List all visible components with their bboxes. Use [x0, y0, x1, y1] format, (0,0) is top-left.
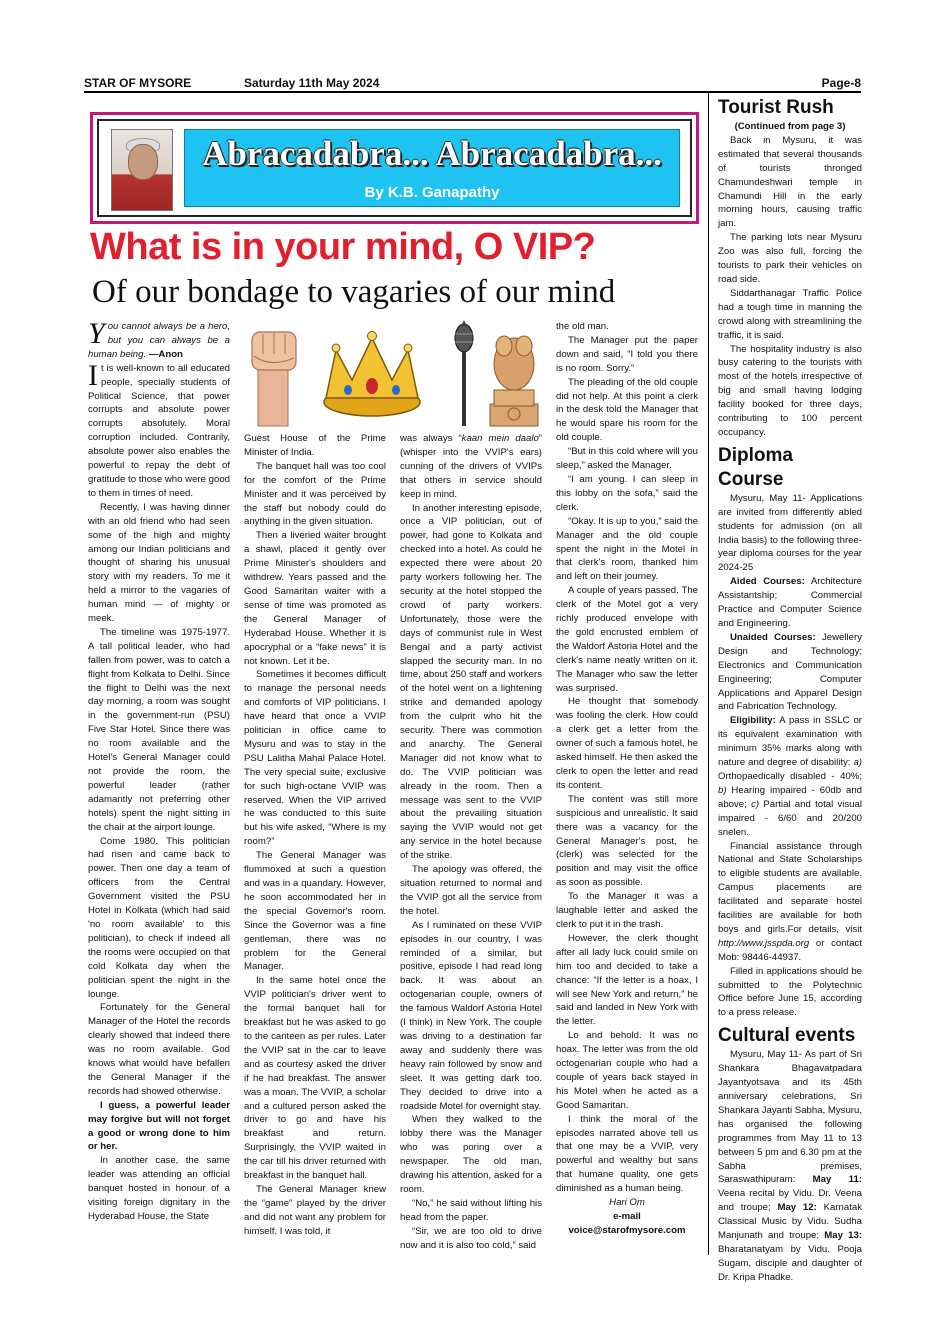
paragraph	[718, 714, 862, 839]
eligibility-label: Eligibility:	[730, 715, 776, 727]
paragraph: Mysuru, May 11- Applications are invited from differently abled students for admission (on all India basis) to the following three-year diploma courses for the year 2024-25	[718, 492, 862, 574]
paragraph	[718, 631, 862, 714]
article-column-4	[556, 320, 698, 1238]
byline: By K.B. Ganapathy	[364, 184, 500, 201]
paragraph: The Manager put the paper down and said, “I told you there is no room. Sorry.”	[556, 334, 698, 374]
paragraph: Fortunately for the General Manager of the Hotel the records clearly showed that indeed there was no room available. God knows what would have befallen the General Manager if the records had showed otherwise.	[88, 1002, 230, 1097]
cultural-events-title: Cultural events	[718, 1025, 856, 1047]
paragraph: The General Manager was flummoxed at such a question and was in a quandary. However, he soon accommodated her in the special Governor's room. Since the Governor was a fine gentleman, there was no problem for the General Manager.	[244, 850, 386, 973]
paragraph: In another case, the same leader was attending an official banquet hosted in honour of a visiting foreign dignitary in the Hyderabad House, the State	[88, 1155, 230, 1222]
signoff: Hari Om	[609, 1197, 645, 1209]
epigraph	[88, 317, 230, 362]
date-label: May 11:	[812, 1174, 862, 1186]
paragraph: “Okay. It is up to you,” said the Manager and the old couple spent the night in the Motel in that clerk's room, thanked him and left on their journey.	[556, 515, 698, 583]
paragraph	[400, 432, 542, 502]
paragraph	[718, 1048, 862, 1284]
unaided-label: Unaided Courses:	[730, 631, 816, 643]
paragraph: Come 1980. This politician had risen and came back to power. Then one day a team of officers from the Central Government visited the PSU Hotel in Kolkata (which had said 'no room available' to this politician), to check if indeed all the rooms were occupied on that cold Kolkata day when the politician spent the night in the lounge.	[88, 835, 230, 1000]
eligibility-c: Partial and total visual impaired - 6/60 and 20/200 snelen.	[718, 798, 862, 838]
paragraph: “But in this cold where will you sleep,” asked the Manager.	[556, 446, 698, 472]
date-label: May 12:	[777, 1202, 817, 1214]
paragraph: A couple of years passed. The clerk of the Motel got a very richly produced envelope with the gold encrusted emblem of the Waldorf Astoria Hotel and the clerk's name neatly written on it. The Manager who saw the letter was surprised.	[556, 585, 698, 694]
paragraph: Siddarthanagar Traffic Police had a tough time in manning the crowd along with streamlining the traffic, it is said.	[718, 287, 862, 341]
banner-frame	[97, 119, 692, 217]
text-span: Mysuru, May 11- As part of Sri Shankara Bhagavatpadara Jayantyotsava and its 45th anniversary celebrations, Sri Shankara Jayanti Sabha, Mysuru, has organised the following programmes from May 11 to 13 between 5 pm and 6.30 pm at the Sabha premises, Saraswathipuram:	[718, 1049, 862, 1186]
subheadline: Of our bondage to vagaries of our mind	[92, 274, 616, 310]
paragraph: Recently, I was having dinner with an old friend who had seen some of the high and mighty among our Indian politicians and thought of sharing his unusual story with my readers. To me it held a mirror to the vagaries of human mind — of mighty or meek.	[88, 501, 230, 625]
text-span: ” (whisper into the VVIP's ears) cunning of the drivers of VVIPs that others in service should keep in mind.	[400, 433, 542, 500]
paragraph: The General Manager knew the “game” played by the driver and did not want any problem for himself. I was told, it	[244, 1183, 386, 1237]
paragraph: Filled in applications should be submitted to the Polytechnic Office before June 15, according to a press release.	[718, 965, 862, 1019]
date-label: May 13:	[824, 1230, 862, 1242]
paragraph: When they walked to the lobby there was the Manager who was poring over a newspaper. The old man, drawing his attention, asked for a room.	[400, 1114, 542, 1195]
header-rule	[84, 91, 861, 93]
eligibility-a: Orthopaedically disabled - 40%;	[718, 770, 862, 782]
diploma-course-title: Diploma Course	[718, 444, 793, 490]
item-marker: c)	[751, 798, 760, 810]
paragraph: Guest House of the Prime Minister of India.	[244, 433, 386, 458]
paragraph	[88, 358, 230, 501]
italic-phrase: kaan mein daalo	[461, 433, 539, 444]
paragraph: Sometimes it becomes difficult to manage the personal needs and comforts of VIP politicians. I have heard that once a VVIP politician in office came to Mysuru and was to stay in the PSU Lalitha Mahal Palace Hotel. The very special suite, exclusive for such high-octane VVIP was reserved. When the VIP arrived he was conducted to this suite but his wife asked, “Where is my room?”	[244, 669, 386, 848]
epigraph-dropcap: Y	[88, 317, 105, 350]
email-link[interactable]: voice@starofmysore.com	[568, 1224, 686, 1236]
item-marker: a)	[853, 757, 862, 769]
headline: What is in your mind, O VIP?	[90, 226, 596, 268]
paragraph: “Sir, we are too old to drive now and it is also too cold,” said	[400, 1225, 542, 1251]
item-marker: b)	[718, 784, 727, 796]
paragraph-text: t is well-known to all educated people, specially students of Political Science, that power corrupts and absolute power corrupts absolutely. Moral corruption included. Contrarily, absolute power also enables the powerful to repay the debt of gratitude to those who were good to them in times of need.	[88, 362, 230, 499]
page-number: Page-8	[821, 76, 861, 90]
sidebar-divider	[708, 93, 709, 1255]
text-span: Veena recital by Vidu. Dr. Veena and troupe;	[718, 1188, 862, 1214]
paragraph: The parking lots near Mysuru Zoo was also full, forcing the tourists to park their vehicles on road side.	[718, 232, 862, 285]
paragraph: The banquet hall was too cool for the comfort of the Prime Minister and it was perceived by the staff but nobody could do anything in the given situation.	[244, 460, 386, 528]
issue-date: Saturday 11th May 2024	[244, 76, 380, 90]
paragraph: As I ruminated on these VVIP episodes in our country, I was reminded of a similar, but positive, episode I had read long back. It was about an octogenarian couple, owners of the famous Waldorf Astoria Hotel (I think) in New York. The couple was driving to a destination far away and suddenly there was heavy rain followed by snow and sleet. It was getting dark too. They decided to drive into a roadside Motel for overnight stay.	[400, 919, 542, 1112]
paragraph: Then a liveried waiter brought a shawl, placed it gently over Prime Minister's shoulders and withdrew. Years passed and the Good Samaritan waiter with a sense of time was promoted as the General Manager of Hyderabad House. Whether it is apocryphal or a “fake news” it is not known. Let it be.	[244, 530, 386, 667]
paragraph: He thought that somebody was fooling the clerk. How could a clerk get a letter from the owner of such a famous hotel, he asked himself. He then asked the clerk to open the letter and read its content.	[556, 696, 698, 791]
crown-icon	[324, 332, 420, 417]
paragraph: In the same hotel once the VVIP politician's driver went to the formal banquet hall for breakfast but he was asked to go to the canteen as per rules. Later the VVIP sat in the car to leave and as courtesy asked the driver if he had breakfast. The answer was a moan. The VVIP, a scholar and a cultured person asked the driver to go and have his breakfast and return. Surprisingly, the VVIP waited in the car till his driver returned with breakfast in the banquet hall.	[244, 975, 386, 1182]
email-label: e-mail	[613, 1211, 641, 1222]
paragraph: “No,” he said without lifting his head from the paper.	[400, 1197, 542, 1223]
page-header	[84, 76, 861, 92]
paragraph	[718, 575, 862, 631]
article-column-2	[244, 432, 386, 1239]
ashoka-emblem-icon	[490, 336, 538, 426]
unaided-text: Jewellery Design and Technology; Electronics and Communication Engineering; Computer Applications and Apparel Design and Fabrication Technology.	[718, 631, 862, 713]
aided-label: Aided Courses:	[730, 576, 805, 588]
eligibility-b: Hearing impaired - 60db and above;	[718, 784, 862, 810]
paragraph: The apology was offered, the situation returned to normal and the VVIP got all the service from the hotel.	[400, 864, 542, 917]
raised-fist-icon	[252, 332, 296, 426]
aided-text: Architecture Assistantship; Commercial Practice and Computer Science and Engineering.	[718, 576, 863, 629]
article-column-3	[400, 432, 542, 1252]
sidebar-column	[718, 96, 862, 1285]
paragraph: The pleading of the old couple did not help. At this point a clerk in the desk told the Manager that he would spare his room for the old couple.	[556, 376, 698, 444]
epigraph-text: ou cannot always be a hero, but you can always be a human being.	[88, 321, 230, 360]
paper-name: STAR OF MYSORE	[84, 76, 192, 90]
article-column-1	[88, 317, 230, 1224]
website-link[interactable]: http://www.jsspda.org	[718, 937, 810, 949]
illustration-strip	[244, 320, 544, 428]
text-span: Bharatanatyam by Vidu. Pooja Sugam, disciple and daughter of Dr. Kripa Phadke.	[718, 1243, 862, 1283]
paragraph: In another interesting episode, once a VIP politician, out of power, had gone to Kolkata and checked into a hotel. As could he expected there were about 20 party workers following her. The security at the hotel stopped the crowd of party workers. Unfortunately, those were the days of communist rule in West Bengal and a party activist slapped the security man. In no time, about 250 staff and workers of the hotel went on a lightening strike and demanded apology from the culprit who hit the security. There was commotion and anarchy. The General Manager did not know what to do. The VVIP politician was already in the room. Then a message was sent to the VVIP about the prevailing situation saying the VVIP would not get any service in the hotel because of the strike.	[400, 502, 542, 862]
paragraph: the old man.	[556, 321, 609, 332]
paragraph: The content was still more suspicious and unrealistic. It said there was a vacancy for the General Manager's post, he (clerk) was selected for the position and may visit the office as soon as possible.	[556, 793, 698, 889]
paragraph: “I am young. I can sleep in this lobby on the sofa,” said the clerk.	[556, 473, 698, 513]
text-span: was always “	[400, 433, 462, 444]
continued-note: (Continued from page 3)	[734, 121, 846, 132]
column-banner	[90, 112, 699, 224]
dropcap: I	[88, 358, 98, 392]
paragraph: The timeline was 1975-1977. A tall political leader, who had fallen from power, was to catch a flight from Kolkata to Delhi. Since the flight to Delhi was the next day morning, a room was sought in the government-run (PSU) Five Star Hotel. Since there was no room available and the Hotel's General Manager could not provide the room, the powerful leader (rather adamantly not preferring other hotels) spent the night sitting in the chair at the airport lounge.	[88, 626, 230, 833]
paragraph: Lo and behold. It was no hoax. The letter was from the old octogenarian couple who had a couple of years back stayed in his Motel when he acted as a Good Samaritan.	[556, 1030, 698, 1111]
banner-title-box	[184, 129, 680, 207]
text-span: Karnatak Classical Music by Vidu. Sudha Manjunath and troupe;	[718, 1202, 862, 1242]
text-span: Financial assistance through National and State Scholarships to eligible students are available. Campus placements are facilitated and separate hostel facilities are available for both boys and girls.For details, visit	[718, 840, 862, 935]
paragraph: I think the moral of the episodes narrated above tell us that one may be a VVIP, very powerful and wealthy but sans that humane quality, one gets diminished as a human being.	[556, 1113, 698, 1195]
bold-paragraph: I guess, a powerful leader may forgive but will not forget a good or wrong done to him or her.	[88, 1099, 230, 1153]
text-span: or contact Mob: 98446-44937.	[718, 937, 862, 963]
column-title: Abracadabra... Abracadabra...	[202, 134, 662, 173]
mace-icon	[455, 320, 473, 426]
author-photo	[111, 129, 173, 211]
paragraph	[718, 840, 862, 965]
author-face	[128, 144, 158, 180]
paragraph: Back in Mysuru, it was estimated that several thousands of tourists thronged Chamundeshwari temple in Chamundi Hill in the early morning hours, causing traffic jam.	[718, 134, 862, 230]
epigraph-author: —Anon	[148, 348, 183, 360]
paragraph: However, the clerk thought after all lady luck could smile on him too and decided to take a chance: “If the letter is a hoax, I will see New York and return,” he said and landed in New York with the letter.	[556, 932, 698, 1028]
tourist-rush-title: Tourist Rush	[718, 97, 834, 118]
paragraph: The hospitality industry is also busy catering to the tourists with most of the hotels irrespective of big and small having lodging facility booked for three days, contributing to 100 percent occupancy.	[718, 343, 862, 438]
eligibility-text: A pass in SSLC or its equivalent examination with minimum 35% marks along with nature and degree of disability:	[718, 715, 862, 769]
paragraph: To the Manager it was a laughable letter and asked the clerk to put it in the trash.	[556, 891, 698, 930]
